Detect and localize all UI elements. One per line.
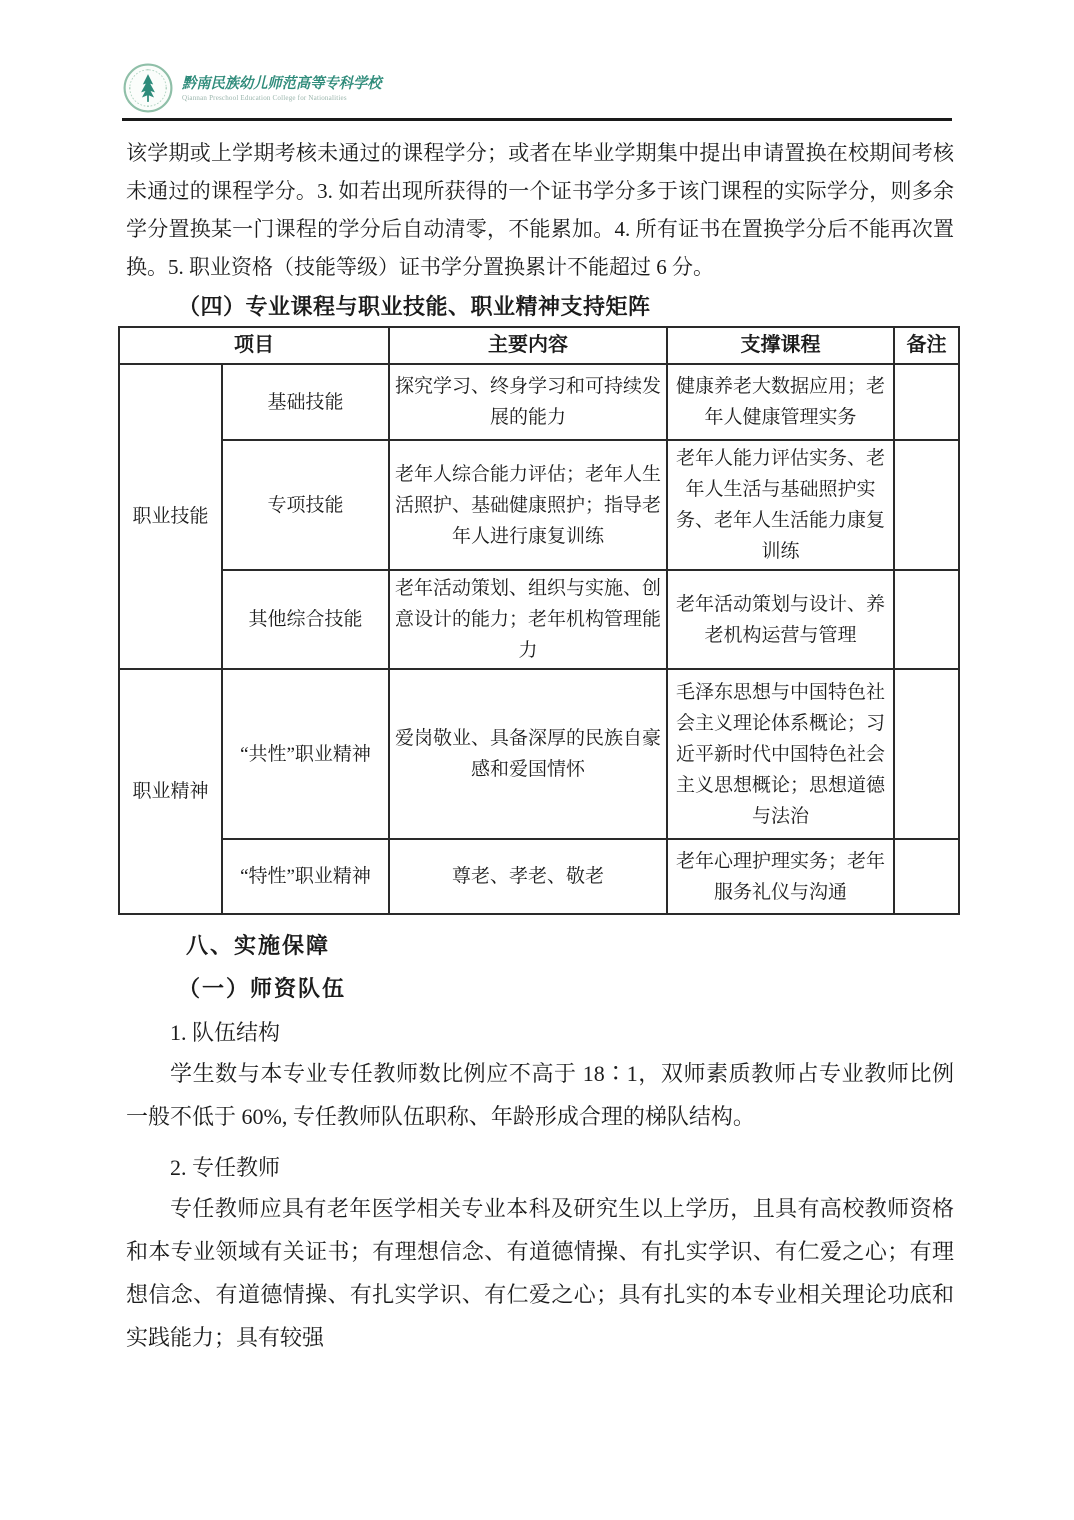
content-other-skills: 老年活动策划、组织与实施、创意设计的能力；老年机构管理能力 <box>389 570 667 669</box>
note-cell <box>894 570 959 669</box>
courses-common-spirit: 毛泽东思想与中国特色社会主义理论体系概论；习近平新时代中国特色社会主义思想概论；思想道德与法治 <box>667 669 894 839</box>
team-structure-paragraph: 学生数与本专业专任教师数比例应不高于 18∶1，双师素质教师占专业教师比例一般不低于 60%, 专任教师队伍职称、年龄形成合理的梯队结构。 <box>126 1061 954 1129</box>
table-row <box>119 839 959 914</box>
college-seal-icon <box>122 62 174 114</box>
document-body <box>118 122 958 1359</box>
page-header <box>122 62 952 121</box>
courses-distinct-spirit: 老年心理护理实务；老年服务礼仪与沟通 <box>667 839 894 914</box>
table-row <box>119 364 959 440</box>
fulltime-teachers-paragraph: 专任教师应具有老年医学相关专业本科及研究生以上学历，且具有高校教师资格和本专业领域有关证书；有理想信念、有道德情操、有扎实学识、有仁爱之心；有理想信念、有道德情操、有扎实学识、有仁爱之心；具有扎实的本专业相关理论功底和实践能力；具有较强 <box>126 1196 954 1350</box>
header-divider <box>122 118 952 121</box>
col-header-supporting-courses: 支撑课程 <box>667 327 894 364</box>
table-row <box>119 669 959 839</box>
courses-other-skills: 老年活动策划与设计、养老机构运营与管理 <box>667 570 894 669</box>
content-special-skills: 老年人综合能力评估；老年人生活照护、基础健康照护；指导老年人进行康复训练 <box>389 440 667 570</box>
note-cell <box>894 669 959 839</box>
col-header-notes: 备注 <box>894 327 959 364</box>
college-name-english: Qiannan Preschool Education College for Nationalities <box>182 94 347 102</box>
table-header-row <box>119 327 959 364</box>
item-common-spirit: “共性”职业精神 <box>222 669 389 839</box>
credit-substitution-paragraph: 该学期或上学期考核未通过的课程学分；或者在毕业学期集中提出申请置换在校期间考核未通过的课程学分。3. 如若出现所获得的一个证书学分多于该门课程的实际学分，则多余学分置换某一门课程的学分后自动清零，不能累加。4. 所有证书在置换学分后不能再次置换。5. 职业资格（技能等级）证书学分置换累计不能超过 6 分。 <box>126 141 954 279</box>
table-row <box>119 440 959 570</box>
heading-faculty-team: （一）师资队伍 <box>178 976 347 1001</box>
subheading-fulltime-teachers: 2. 专任教师 <box>170 1155 281 1180</box>
college-name-chinese: 黔南民族幼儿师范高等专科学校 <box>182 76 382 92</box>
item-other-comprehensive-skills: 其他综合技能 <box>222 570 389 669</box>
note-cell <box>894 839 959 914</box>
college-logo <box>122 62 952 117</box>
item-basic-skills: 基础技能 <box>222 364 389 440</box>
subheading-team-structure: 1. 队伍结构 <box>170 1020 281 1045</box>
heading-implementation-guarantee: 八、实施保障 <box>186 933 331 958</box>
courses-special-skills: 老年人能力评估实务、老年人生活与基础照护实务、老年人生活能力康复训练 <box>667 440 894 570</box>
section-heading-support-matrix: （四）专业课程与职业技能、职业精神支持矩阵 <box>178 294 651 319</box>
content-basic-skills: 探究学习、终身学习和可持续发展的能力 <box>389 364 667 440</box>
note-cell <box>894 364 959 440</box>
content-distinct-spirit: 尊老、孝老、敬老 <box>389 839 667 914</box>
content-common-spirit: 爱岗敬业、具备深厚的民族自豪感和爱国情怀 <box>389 669 667 839</box>
note-cell <box>894 440 959 570</box>
courses-basic-skills: 健康养老大数据应用；老年人健康管理实务 <box>667 364 894 440</box>
group-label-vocational-skills: 职业技能 <box>119 364 222 669</box>
group-label-professional-spirit: 职业精神 <box>119 669 222 914</box>
item-special-skills: 专项技能 <box>222 440 389 570</box>
item-distinct-spirit: “特性”职业精神 <box>222 839 389 914</box>
col-header-project: 项目 <box>119 327 389 364</box>
col-header-main-content: 主要内容 <box>389 327 667 364</box>
table-row <box>119 570 959 669</box>
support-matrix-table <box>118 326 960 915</box>
